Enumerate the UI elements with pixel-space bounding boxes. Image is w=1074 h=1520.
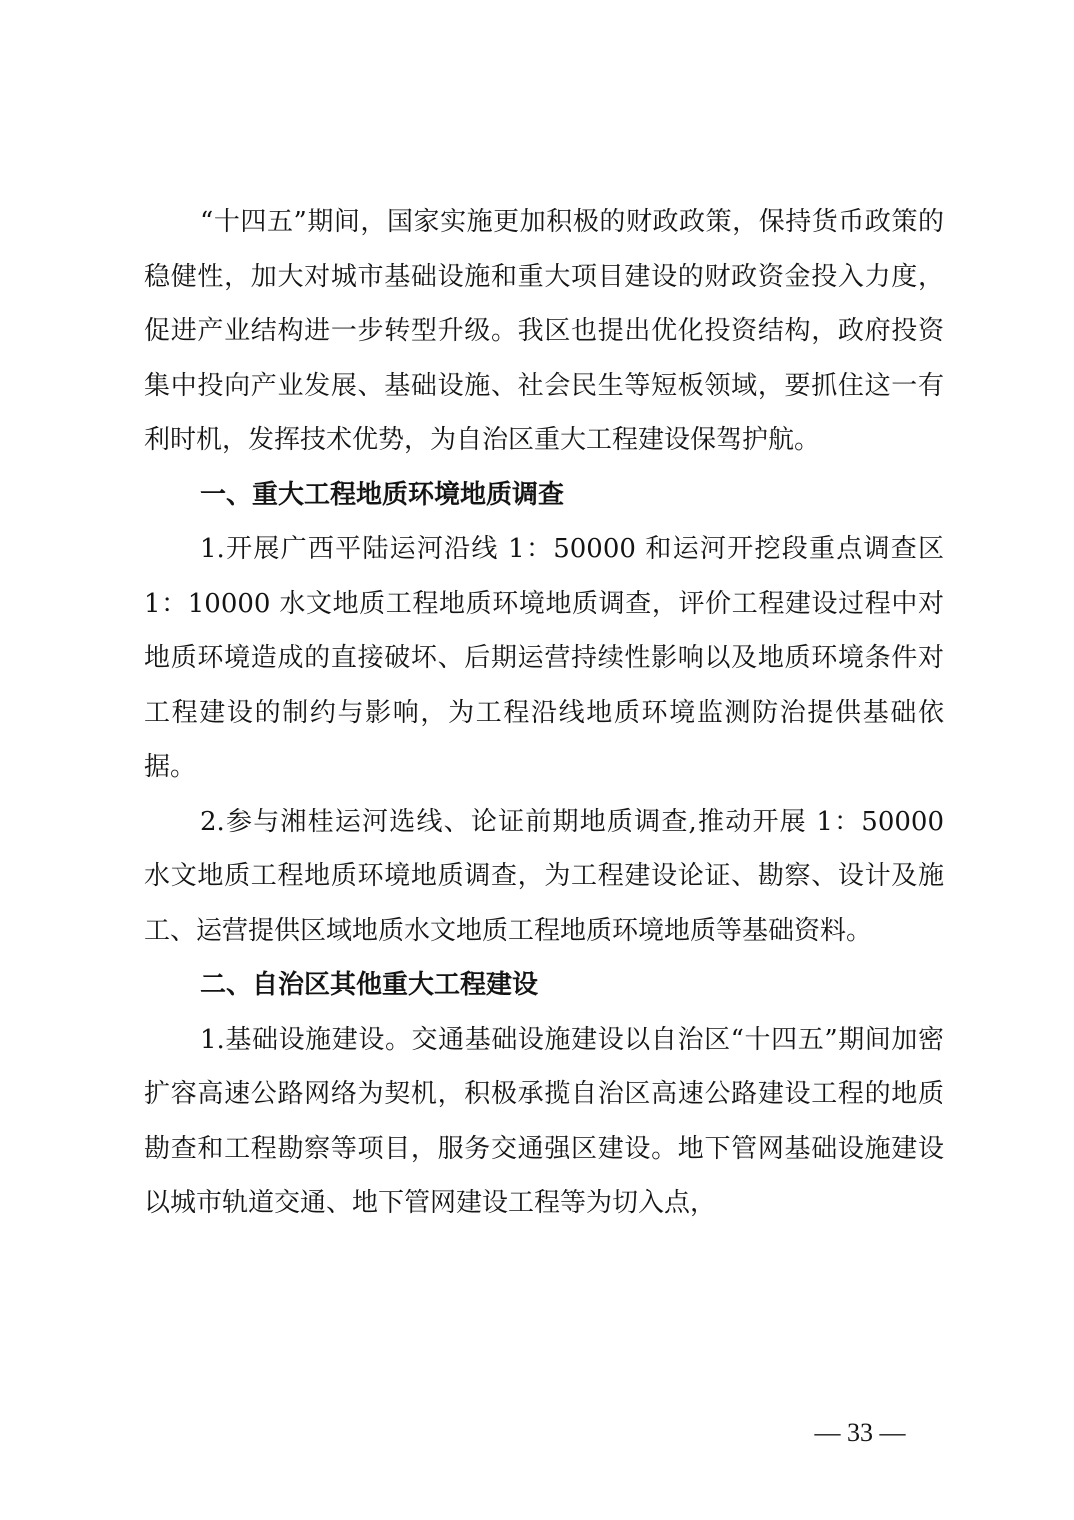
section-heading-1: 一、重大工程地质环境地质调查 <box>200 479 565 510</box>
page-number: — 33 — <box>814 1418 906 1447</box>
section-heading-2: 二、自治区其他重大工程建设 <box>200 970 539 1000</box>
paragraph-1-1: 1.开展广西平陆运河沿线 1：50000 和运河开挖段重点调查区 1：10000 水文地质工程地质环境地质调查，评价工程建设过程中对地质环境造成的直接破坏、后期运营持续性影响以及地质环境条件对工程建设的制约与影响，为工程沿线地质环境监测防治提供基础依据。 <box>144 534 944 782</box>
body-text <box>144 195 944 1231</box>
paragraph-2-1: 1.基础设施建设。交通基础设施建设以自治区“十四五”期间加密扩容高速公路网络为契机，积极承揽自治区高速公路建设工程的地质勘查和工程勘察等项目，服务交通强区建设。地下管网基础设施建设以城市轨道交通、地下管网建设工程等为切入点， <box>144 1024 944 1218</box>
intro-paragraph: “十四五”期间，国家实施更加积极的财政政策，保持货币政策的稳健性，加大对城市基础设施和重大项目建设的财政资金投入力度，促进产业结构进一步转型升级。我区也提出优化投资结构，政府投资集中投向产业发展、基础设施、社会民生等短板领域，要抓住这一有利时机，发挥技术优势，为自治区重大工程建设保驾护航。 <box>144 207 944 455</box>
paragraph-1-2: 2.参与湘桂运河选线、论证前期地质调查,推动开展 1：50000 水文地质工程地质环境地质调查，为工程建设论证、勘察、设计及施工、运营提供区域地质水文地质工程地质环境地质等基础资料。 <box>144 806 944 946</box>
